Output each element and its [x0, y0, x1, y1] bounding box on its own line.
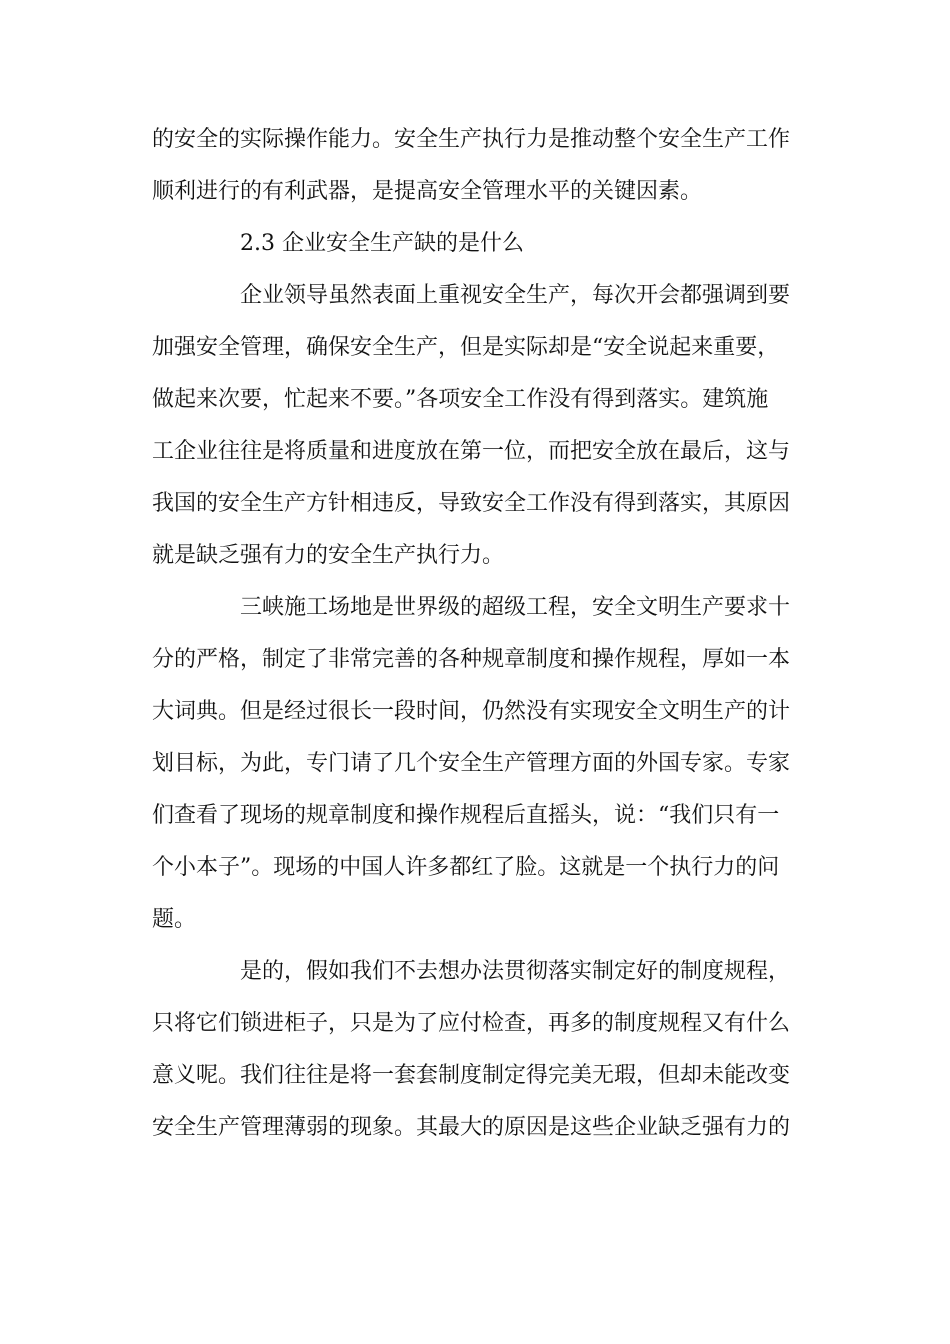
text-line: 加强安全管理，确保安全生产，但是实际却是“安全说起来重要， [152, 335, 780, 360]
text-line: 就是缺乏强有力的安全生产执行力。 [152, 543, 505, 568]
text-line: 大词典。但是经过很长一段时间，仍然没有实现安全文明生产的计 [152, 699, 791, 724]
text-line: 工企业往往是将质量和进度放在第一位，而把安全放在最后，这与 [152, 439, 791, 464]
text-line: 个小本子”。现场的中国人许多都红了脸。这就是一个执行力的问 [152, 855, 780, 880]
text-line: 分的严格，制定了非常完善的各种规章制度和操作规程，厚如一本 [152, 647, 791, 672]
text-line: 我国的安全生产方针相违反，导致安全工作没有得到落实，其原因 [152, 491, 791, 516]
text-line: 做起来次要，忙起来不要。”各项安全工作没有得到落实。建筑施 [152, 387, 769, 412]
text-line: 是的，假如我们不去想办法贯彻落实制定好的制度规程， [240, 959, 791, 984]
text-line: 安全生产管理薄弱的现象。其最大的原因是这些企业缺乏强有力的 [152, 1115, 791, 1140]
text-line: 题。 [152, 907, 197, 932]
text-line: 们查看了现场的规章制度和操作规程后直摇头，说：“我们只有一 [152, 803, 780, 828]
text-line: 顺利进行的有利武器，是提高安全管理水平的关键因素。 [152, 179, 703, 204]
text-line: 三峡施工场地是世界级的超级工程，安全文明生产要求十 [240, 595, 791, 620]
text-line: 只将它们锁进柜子，只是为了应付检查，再多的制度规程又有什么 [152, 1011, 791, 1036]
body-text [152, 114, 812, 1154]
text-line: 划目标，为此，专门请了几个安全生产管理方面的外国专家。专家 [152, 751, 791, 776]
section-heading: 2.3 企业安全生产缺的是什么 [240, 231, 524, 256]
text-line: 意义呢。我们往往是将一套套制度制定得完美无瑕，但却未能改变 [152, 1063, 791, 1088]
text-line: 企业领导虽然表面上重视安全生产，每次开会都强调到要 [240, 283, 791, 308]
text-line: 的安全的实际操作能力。安全生产执行力是推动整个安全生产工作 [152, 127, 791, 152]
